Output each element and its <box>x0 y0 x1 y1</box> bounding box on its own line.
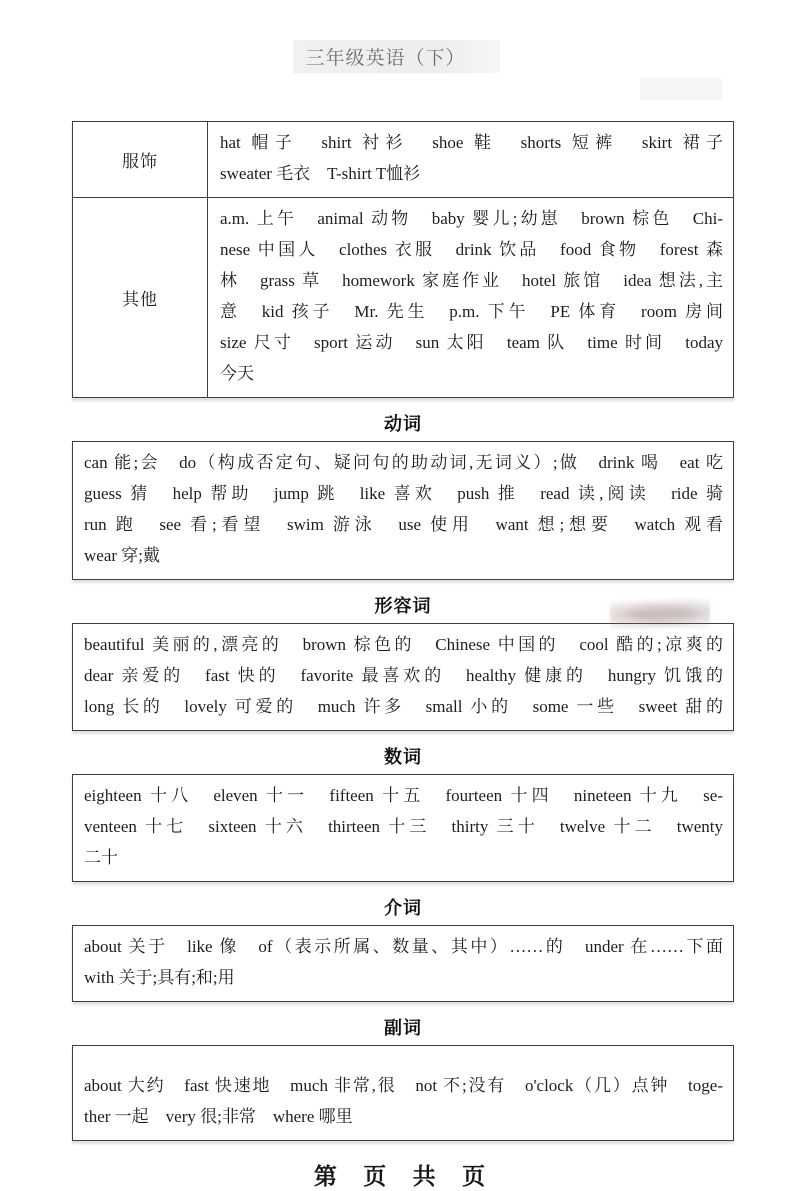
section-title: 介词 <box>384 898 422 918</box>
vocab-line: about 大约 fast 快速地 much 非常,很 not 不;没有 o'clock（几）点钟 toge- <box>84 1076 723 1095</box>
table-row <box>73 122 734 198</box>
section-title: 形容词 <box>374 596 432 616</box>
vocab-box <box>72 774 734 882</box>
vocab-box <box>72 925 734 1002</box>
vocab-line: guess 猜 help 帮助 jump 跳 like 喜欢 push 推 read 读,阅读 ride 骑 <box>84 484 723 503</box>
vocab-line: can 能;会 do（构成否定句、疑问句的助动词,无词义）;做 drink 喝 eat 吃 <box>84 453 723 472</box>
vocab-line: beautiful 美丽的,漂亮的 brown 棕色的 Chinese 中国的 cool 酷的;凉爽的 <box>84 635 723 654</box>
vocab-line: long 长的 lovely 可爱的 much 许多 small 小的 some 一些 sweet 甜的 <box>84 697 723 716</box>
vocab-line: dear 亲爱的 fast 快的 favorite 最喜欢的 healthy 健康的 hungry 饥饿的 <box>84 666 723 685</box>
page-header-title: 三年级英语（下） <box>293 40 499 73</box>
section-title: 副词 <box>384 1018 422 1038</box>
vocab-line: about 关于 like 像 of（表示所属、数量、其中）……的 under 在……下面 <box>84 937 723 956</box>
row-vocab-content <box>208 122 734 198</box>
section-title: 动词 <box>384 414 422 434</box>
vocab-box <box>72 623 734 731</box>
vocab-box <box>72 1045 734 1141</box>
scan-artifact-rect <box>640 78 722 100</box>
vocab-line: a.m. 上午 animal 动物 baby 婴儿;幼崽 brown 棕色 Chi- <box>220 209 723 228</box>
vocab-line: eighteen 十八 eleven 十一 fifteen 十五 fourteen 十四 nineteen 十九 se- <box>84 786 723 805</box>
row-vocab-content <box>208 198 734 398</box>
row-category-label: 服饰 <box>73 122 208 198</box>
table-row <box>73 198 734 398</box>
vocab-box <box>72 441 734 580</box>
vocab-line: 二十 <box>84 848 118 867</box>
vocab-line: sweater 毛衣 T-shirt T恤衫 <box>220 164 421 183</box>
page-content <box>72 121 734 1191</box>
vocab-line: hat 帽子 shirt 衬衫 shoe 鞋 shorts 短裤 skirt 裙子 <box>220 133 723 152</box>
page-footer: 第 页 共 页 <box>313 1163 493 1189</box>
page-header <box>0 0 793 73</box>
vocab-line: wear 穿;戴 <box>84 546 161 565</box>
vocab-line: with 关于;具有;和;用 <box>84 968 235 987</box>
vocab-line: ther 一起 very 很;非常 where 哪里 <box>84 1107 353 1126</box>
vocab-line: size 尺寸 sport 运动 sun 太阳 team 队 time 时间 today <box>220 333 723 352</box>
vocab-line: 林 grass 草 homework 家庭作业 hotel 旅馆 idea 想法,主 <box>220 271 723 290</box>
vocab-line: run 跑 see 看;看望 swim 游泳 use 使用 want 想;想要 watch 观看 <box>84 515 723 534</box>
vocab-line: nese 中国人 clothes 衣服 drink 饮品 food 食物 forest 森 <box>220 240 723 259</box>
vocab-category-table <box>72 121 734 398</box>
vocab-line: venteen 十七 sixteen 十六 thirteen 十三 thirty 三十 twelve 十二 twenty <box>84 817 723 836</box>
row-category-label: 其他 <box>73 198 208 398</box>
vocab-line: 意 kid 孩子 Mr. 先生 p.m. 下午 PE 体育 room 房间 <box>220 302 723 321</box>
vocab-sections <box>72 410 734 1141</box>
vocab-line: 今天 <box>220 364 254 383</box>
section-title: 数词 <box>384 747 422 767</box>
